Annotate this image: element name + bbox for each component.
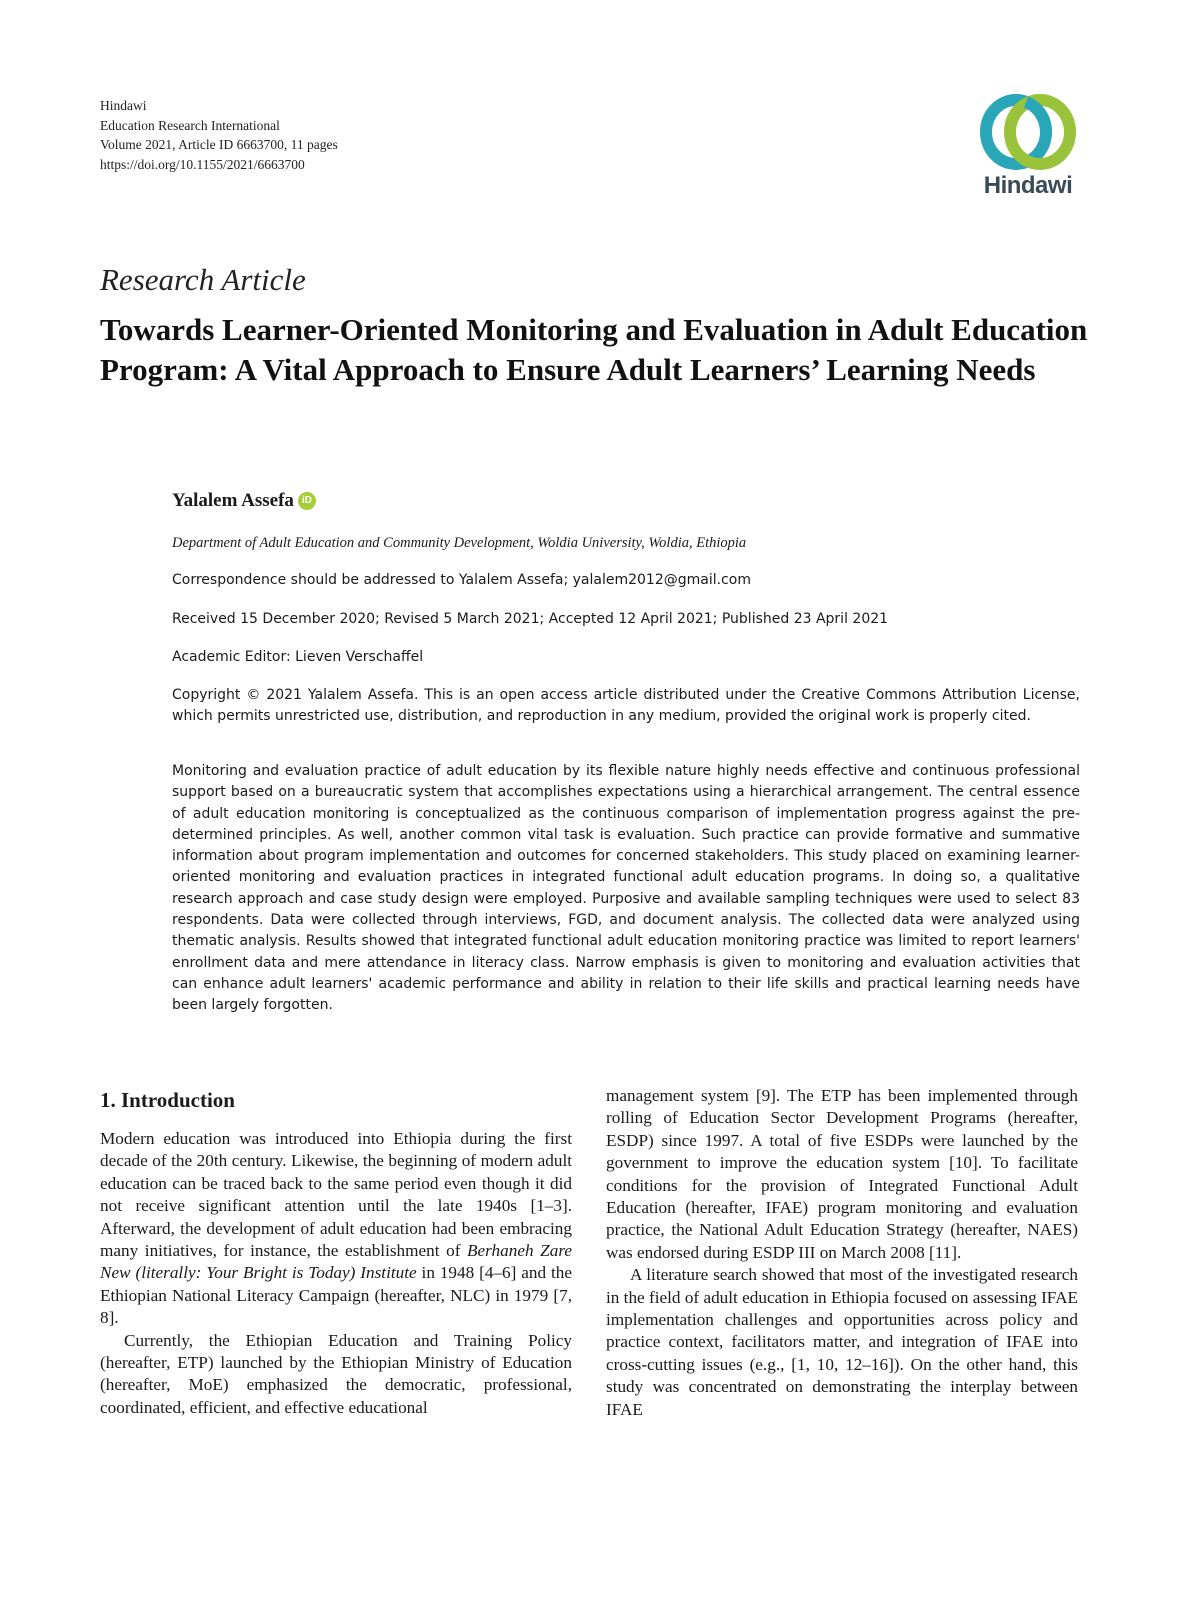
paragraph: management system [9]. The ETP has been implemented through rolling of Education Sector Development Programs (hereafter, ESDP) since 1997. A total of five ESDPs were launched by the government to improve the education system [10]. To facilitate conditions for the provision of Integrated Functional Adult Education (hereafter, IFAE) program monitoring and evaluation practice, the National Adult Education Strategy (hereafter, NAES) was endorsed during ESDP III on March 2008 [11].: [606, 1086, 1078, 1262]
volume-info: Volume 2021, Article ID 6663700, 11 pages: [100, 137, 338, 152]
publisher-name: Hindawi: [100, 98, 147, 113]
logo-wordmark: Hindawi: [983, 172, 1073, 199]
paragraph-text: Modern education was introduced into Ethiopia during the first decade of the 20th century. Likewise, the beginning of modern adult education can be traced back to the same period even though it did not receive significant attention until the late 1940s [1–3]. Afterward, the development of adult education had been embracing many initiatives, for instance, the establishment of: [100, 1129, 572, 1261]
body-column-left: [100, 1086, 572, 1419]
article-type: Research Article: [100, 262, 306, 297]
publication-dates: Received 15 December 2020; Revised 5 March 2021; Accepted 12 April 2021; Published 23 April 2021: [172, 611, 889, 627]
paragraph-text: in 1948 [4–6] and the Ethiopian National Literacy Campaign (hereafter, NLC) in 1979 [7, 8].: [100, 1263, 572, 1328]
doi-link[interactable]: https://doi.org/10.1155/2021/6663700: [100, 156, 305, 172]
hindawi-logo[interactable]: [972, 92, 1084, 204]
paragraph: A literature search showed that most of the investigated research in the field of adult education in Ethiopia focused on assessing IFAE implementation challenges and opportunities across policy and practice context, facilitators matter, and integration of IFAE into cross-cutting issues (e.g., [1, 10, 12–16]). On the other hand, this study was concentrated on demonstrating the interplay between IFAE: [606, 1265, 1078, 1419]
correspondence-line: Correspondence should be addressed to Yalalem Assefa; yalalem2012@gmail.com: [172, 572, 751, 588]
body-column-right: [606, 1085, 1078, 1421]
hindawi-interlocked-rings-logo-icon: [972, 92, 1084, 174]
author-name[interactable]: Yalalem Assefa: [172, 490, 294, 511]
copyright-notice: Copyright © 2021 Yalalem Assefa. This is an open access article distributed under the Creative Commons Attribution License, which permits unrestricted use, distribution, and reproduction in any medium, provided the original work is properly cited.: [172, 687, 1080, 724]
abstract: Monitoring and evaluation practice of adult education by its flexible nature highly needs effective and continuous professional support based on a bureaucratic system that accomplishes expectations using a hierarchical arrangement. The central essence of adult education monitoring is conceptualized as the continuous comparison of implementation progress against the pre-determined principles. As well, another common vital task is evaluation. Such practice can provide formative and summative information about program implementation and outcomes for concerned stakeholders. This study placed on examining learner-oriented monitoring and evaluation practices in integrated functional adult education programs. In doing so, a qualitative research approach and case study design were employed. Purposive and available sampling techniques were used to select 83 respondents. Data were collected through interviews, FGD, and document analysis. The collected data were analyzed using thematic analysis. Results showed that integrated functional adult education monitoring practice was limited to report learners' enrollment data and mere attendance in literacy class. Narrow emphasis is given to monitoring and evaluation activities that can enhance adult learners' academic performance and ability in relation to their life skills and practical learning needs have been largely forgotten.: [172, 763, 1080, 1014]
author-affiliation: Department of Adult Education and Community Development, Woldia University, Woldia, Ethiopia: [172, 535, 747, 551]
academic-editor: Academic Editor: Lieven Verschaffel: [172, 649, 424, 665]
section-heading-introduction: 1. Introduction: [100, 1088, 235, 1112]
author-line: [172, 490, 1080, 512]
orcid-icon[interactable]: iD: [298, 492, 316, 510]
paragraph: [100, 1128, 572, 1330]
journal-name: Education Research International: [100, 117, 280, 133]
paragraph: Currently, the Ethiopian Education and Training Policy (hereafter, ETP) launched by the Ethiopian Ministry of Education (hereafter, MoE) emphasized the democratic, professional, coordinated, efficient, and effective educational: [100, 1330, 572, 1417]
institute-name-italic: Berhaneh Zare New (literally: Your Bright is Today) Institute: [100, 1241, 573, 1283]
journal-header: [100, 96, 338, 174]
article-title: Towards Learner-Oriented Monitoring and Evaluation in Adult Education Program: A Vital Approach to Ensure Adult Learners’ Learning Needs: [100, 312, 1088, 387]
